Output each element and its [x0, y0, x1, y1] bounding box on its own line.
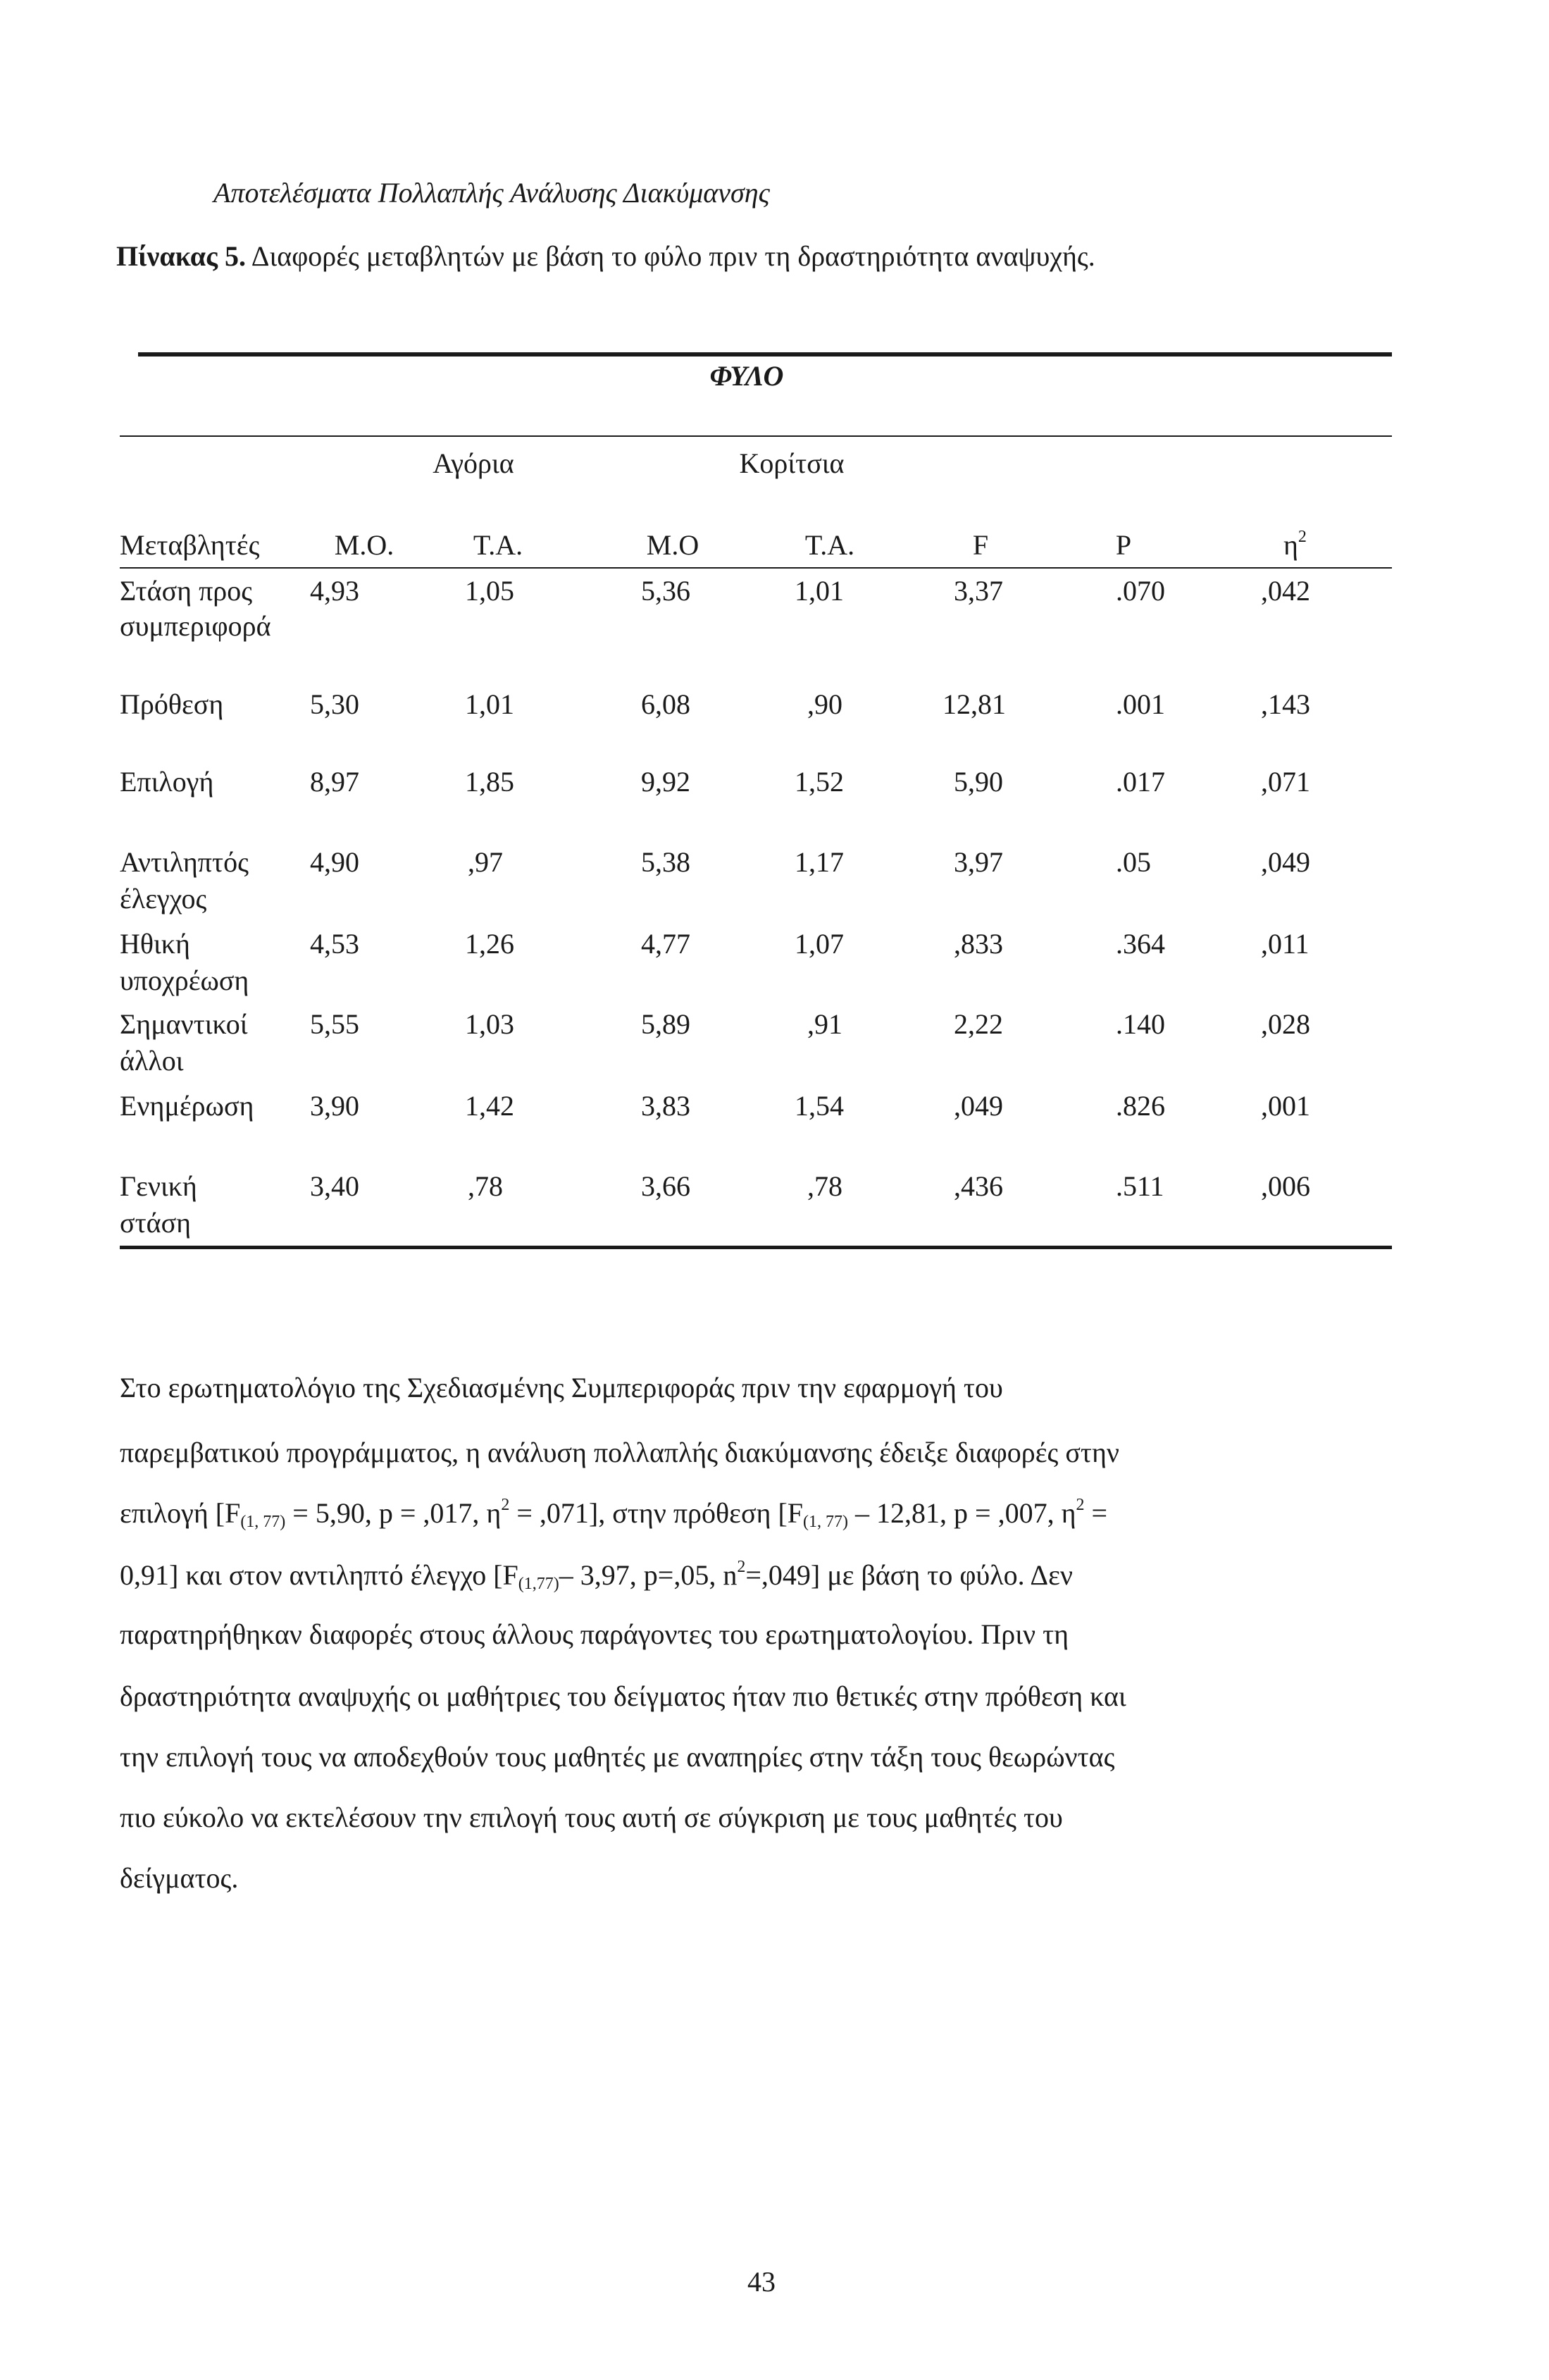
cell-moral-obligation-boys-sd: 1,26	[465, 928, 514, 960]
row-label-perceived-control: Αντιληπτός	[120, 846, 249, 878]
cell-moral-obligation-f: ,833	[954, 928, 1003, 960]
table-bottom-rule	[120, 1246, 1392, 1249]
table-label: Πίνακας 5.	[116, 240, 246, 272]
table-caption-text: Διαφορές μεταβλητών με βάση το φύλο πριν τη δραστηριότητα αναψυχής.	[251, 240, 1095, 272]
cell-intention-boys-sd: 1,01	[465, 688, 514, 720]
cell-choice-girls-mean: 9,92	[641, 766, 690, 798]
cell-general-attitude-boys-mean: 3,40	[310, 1170, 359, 1202]
column-header-variables: Μεταβλητές	[120, 529, 260, 561]
row-label-perceived-control-line2: έλεγχος	[120, 883, 207, 915]
cell-general-attitude-p: .511	[1116, 1170, 1164, 1202]
group-header-gender: ΦΥΛΟ	[709, 360, 784, 392]
cell-significant-others-f: 2,22	[954, 1008, 1003, 1040]
row-label-significant-others: Σημαντικοί	[120, 1008, 248, 1040]
cell-general-attitude-girls-sd: ,78	[807, 1170, 842, 1202]
column-header-eta-squared: $\eta^2$	[1283, 528, 1307, 561]
header-rule	[120, 567, 1392, 569]
cell-choice-boys-mean: 8,97	[310, 766, 359, 798]
cell-information-girls-mean: 3,83	[641, 1090, 690, 1122]
cell-intention-eta: ,143	[1261, 688, 1310, 720]
row-label-significant-others-line2: άλλοι	[120, 1045, 184, 1077]
body-line-1: Στο ερωτηματολόγιο της Σχεδιασμένης Συμπεριφοράς πριν την εφαρμογή του	[120, 1372, 1003, 1403]
cell-attitude-girls-mean: 5,36	[641, 575, 690, 607]
cell-information-f: ,049	[954, 1090, 1003, 1122]
row-label-intention: Πρόθεση	[120, 688, 224, 720]
cell-significant-others-eta: ,028	[1261, 1008, 1310, 1040]
cell-intention-girls-mean: 6,08	[641, 688, 690, 720]
cell-choice-boys-sd: 1,85	[465, 766, 514, 798]
column-header-girls-mean: Μ.Ο	[646, 529, 699, 561]
column-group-boys: Αγόρια	[433, 447, 514, 479]
cell-perceived-control-boys-sd: ,97	[468, 846, 503, 878]
cell-perceived-control-boys-mean: 4,90	[310, 846, 359, 878]
column-header-boys-mean: Μ.Ο.	[334, 529, 394, 561]
cell-attitude-f: 3,37	[954, 575, 1003, 607]
cell-choice-eta: ,071	[1261, 766, 1310, 798]
row-label-moral-obligation: Ηθική	[120, 928, 190, 960]
page-number: 43	[747, 2266, 776, 2298]
body-line-8: πιο εύκολο να εκτελέσουν την επιλογή τους αυτή σε σύγκριση με τους μαθητές του	[120, 1802, 1063, 1833]
row-label-information: Ενημέρωση	[120, 1090, 254, 1122]
group-rule	[120, 435, 1392, 437]
cell-moral-obligation-boys-mean: 4,53	[310, 928, 359, 960]
cell-moral-obligation-eta: ,011	[1261, 928, 1310, 960]
cell-information-girls-sd: 1,54	[795, 1090, 844, 1122]
section-heading: Αποτελέσματα Πολλαπλής Ανάλυσης Διακύμανσης	[213, 177, 770, 209]
cell-general-attitude-eta: ,006	[1261, 1170, 1310, 1202]
cell-significant-others-girls-mean: 5,89	[641, 1008, 690, 1040]
cell-information-eta: ,001	[1261, 1090, 1310, 1122]
cell-perceived-control-girls-sd: 1,17	[795, 846, 844, 878]
cell-intention-p: .001	[1116, 688, 1165, 720]
row-label-attitude-line2: συμπεριφορά	[120, 610, 271, 642]
row-label-moral-obligation-line2: υποχρέωση	[120, 965, 249, 996]
row-label-general-attitude-line2: στάση	[120, 1207, 192, 1239]
cell-significant-others-p: .140	[1116, 1008, 1165, 1040]
cell-information-boys-sd: 1,42	[465, 1090, 514, 1122]
table-caption	[116, 240, 1095, 273]
cell-intention-f: 12,81	[943, 688, 1006, 720]
cell-significant-others-boys-sd: 1,03	[465, 1008, 514, 1040]
body-line-5: παρατηρήθηκαν διαφορές στους άλλους παράγοντες του ερωτηματολογίου. Πριν τη	[120, 1618, 1069, 1650]
cell-moral-obligation-p: .364	[1116, 928, 1165, 960]
cell-attitude-boys-mean: 4,93	[310, 575, 359, 607]
cell-choice-p: .017	[1116, 766, 1165, 798]
cell-attitude-p: .070	[1116, 575, 1165, 607]
column-header-p: P	[1115, 529, 1132, 561]
body-line-9: δείγματος.	[120, 1862, 239, 1894]
cell-information-p: .826	[1116, 1090, 1165, 1122]
column-header-girls-sd: Τ.Α.	[804, 529, 855, 561]
cell-significant-others-boys-mean: 5,55	[310, 1008, 359, 1040]
cell-choice-girls-sd: 1,52	[795, 766, 844, 798]
cell-choice-f: 5,90	[954, 766, 1003, 798]
table-top-rule	[138, 352, 1392, 357]
row-label-choice: Επιλογή	[120, 766, 214, 798]
body-line-3: επιλογή [$F_{(1, 77)} = 5,90$, p = ,017, $\eta^2 = ,071$], στην πρόθεση [$F_{(1, 77)} - 12,81$, p = ,007, $\eta^2$ =	[120, 1496, 1108, 1531]
body-line-6: δραστηριότητα αναψυχής οι μαθήτριες του δείγματος ήταν πιο θετικές στην πρόθεση και	[120, 1680, 1126, 1712]
cell-perceived-control-girls-mean: 5,38	[641, 846, 690, 878]
cell-perceived-control-f: 3,97	[954, 846, 1003, 878]
cell-moral-obligation-girls-mean: 4,77	[641, 928, 690, 960]
column-header-f: F	[972, 529, 989, 561]
cell-intention-girls-sd: ,90	[807, 688, 842, 720]
body-line-4: 0,91] και στον αντιληπτό έλεγχο [$F_{(1,77)}-$ 3,97, p=,05, $n^2=,049$] με βάση το φύλο. Δεν	[120, 1558, 1073, 1593]
column-header-boys-sd: Τ.Α.	[473, 529, 523, 561]
row-label-general-attitude: Γενική	[120, 1170, 197, 1202]
cell-moral-obligation-girls-sd: 1,07	[795, 928, 844, 960]
cell-attitude-boys-sd: 1,05	[465, 575, 514, 607]
cell-perceived-control-eta: ,049	[1261, 846, 1310, 878]
body-line-7: την επιλογή τους να αποδεχθούν τους μαθητές με αναπηρίες στην τάξη τους θεωρώντας	[120, 1741, 1115, 1773]
cell-significant-others-girls-sd: ,91	[807, 1008, 842, 1040]
cell-general-attitude-girls-mean: 3,66	[641, 1170, 690, 1202]
row-label-attitude: Στάση προς	[120, 575, 253, 607]
cell-general-attitude-f: ,436	[954, 1170, 1003, 1202]
column-group-girls: Κορίτσια	[739, 447, 845, 479]
cell-information-boys-mean: 3,90	[310, 1090, 359, 1122]
cell-perceived-control-p: .05	[1116, 846, 1151, 878]
cell-general-attitude-boys-sd: ,78	[468, 1170, 503, 1202]
cell-intention-boys-mean: 5,30	[310, 688, 359, 720]
cell-attitude-eta: ,042	[1261, 575, 1310, 607]
body-line-2: παρεμβατικού προγράμματος, η ανάλυση πολλαπλής διακύμανσης έδειξε διαφορές στην	[120, 1437, 1119, 1468]
cell-attitude-girls-sd: 1,01	[795, 575, 844, 607]
